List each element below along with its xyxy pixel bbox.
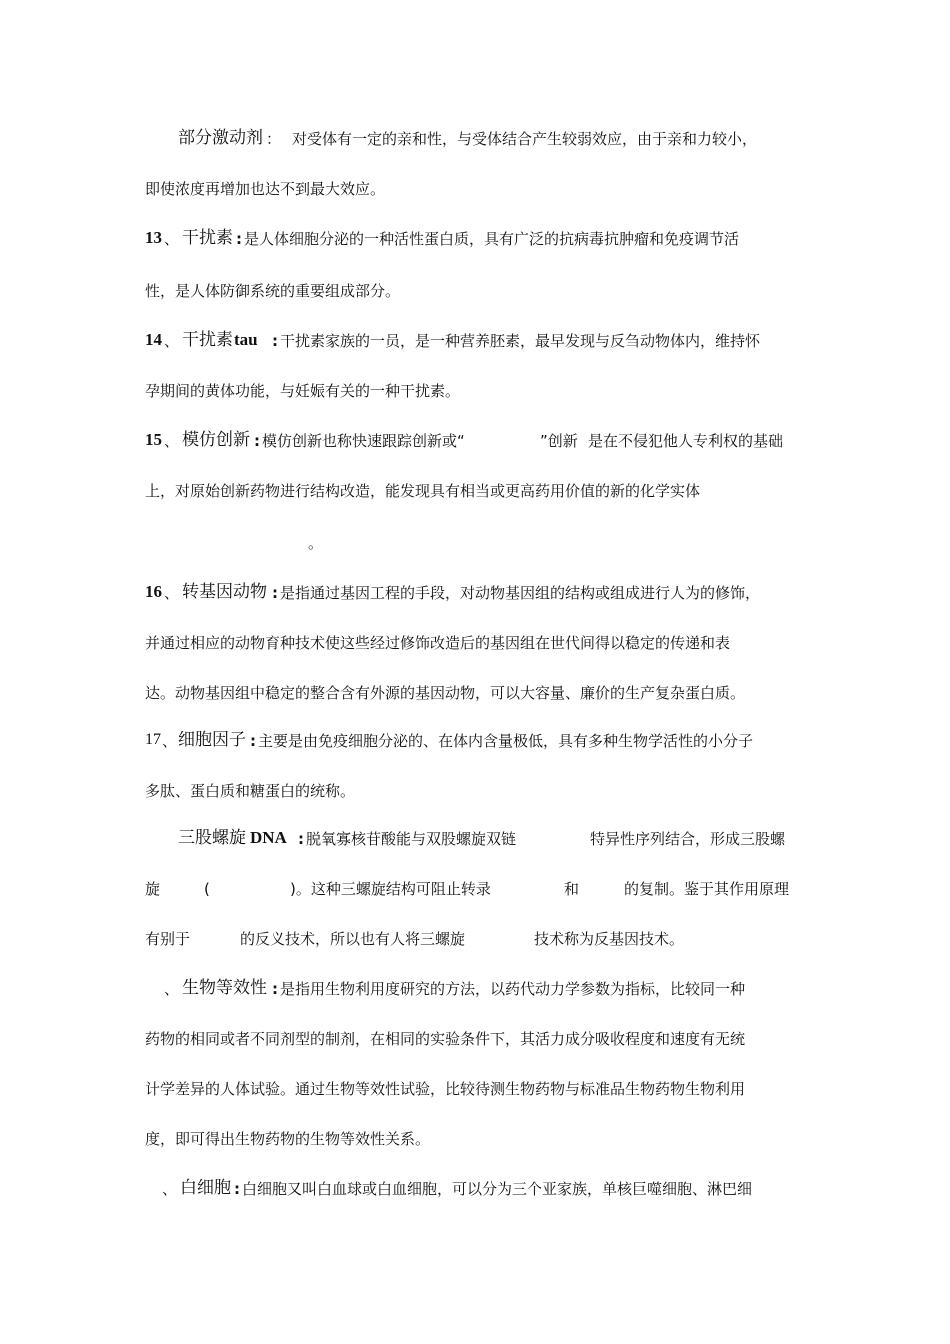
definition-text: 的反义技术，所以也有人将三螺旋 [240, 930, 466, 948]
term-latin: tau [234, 330, 258, 349]
definition-text: 是指通过基因工程的手段，对动物基因组的结构或组成进行人为的修饰， [280, 584, 761, 602]
definition-text: ”创新 [540, 432, 578, 450]
entry-separator: 、 [164, 332, 180, 350]
definition-text: 特异性序列结合，形成三股螺 [590, 830, 786, 848]
definition-text: 计学差异的人体试验。通过生物等效性试验，比较待测生物药物与标准品生物药物生物利用 [145, 1080, 746, 1098]
term-bioequivalence: 生物等效性 [182, 978, 267, 998]
entry-separator: 、 [162, 732, 178, 750]
term-interferon: 干扰素 [182, 228, 233, 248]
definition-text: 旋 [145, 880, 161, 898]
definition-text: ( [204, 880, 210, 898]
entry-separator: 、 [162, 1180, 178, 1198]
definition-text: 孕期间的黄体功能，与妊娠有关的一种干扰素。 [145, 382, 461, 400]
term-interferon-tau: 干扰素 [182, 330, 233, 350]
definition-text: 和 [564, 880, 580, 898]
definition-text: 。 [308, 534, 324, 552]
term-colon: : [234, 1180, 240, 1198]
term-colon: ： [266, 130, 282, 148]
term-triplex-dna: 三股螺旋 [178, 828, 246, 848]
definition-text: 有别于 [145, 930, 191, 948]
entry-number: 14 [145, 330, 162, 349]
term-cytokine: 细胞因子 [178, 730, 246, 750]
definition-text: 白细胞又叫白血球或白血细胞，可以分为三个亚家族，单核巨噬细胞、淋巴细 [242, 1180, 753, 1198]
entry-separator: 、 [164, 584, 180, 602]
definition-text: 是在不侵犯他人专利权的基础 [588, 432, 784, 450]
term-colon: : [254, 432, 260, 450]
definition-text: 达。动物基因组中稳定的整合含有外源的基因动物，可以大容量、廉价的生产复杂蛋白质。 [145, 684, 746, 702]
definition-text: 药物的相同或者不同剂型的制剂，在相同的实验条件下，其活力成分吸收程度和速度有无统 [145, 1030, 746, 1048]
term-white-blood-cell: 白细胞 [180, 1178, 231, 1198]
definition-text: 对受体有一定的亲和性，与受体结合产生较弱效应，由于亲和力较小， [292, 130, 758, 148]
entry-separator: 、 [164, 230, 180, 248]
definition-text: 模仿创新也称快速跟踪创新或“ [262, 432, 465, 450]
definition-text: 脱氧寡核苷酸能与双股螺旋双链 [306, 830, 517, 848]
definition-text: 性，是人体防御系统的重要组成部分。 [145, 282, 401, 300]
definition-text: 主要是由免疫细胞分泌的、在体内含量极低，具有多种生物学活性的小分子 [258, 732, 754, 750]
term-latin: DNA [250, 828, 287, 847]
term-colon: : [272, 584, 278, 602]
term-colon: : [250, 732, 256, 750]
definition-text: 技术称为反基因技术。 [534, 930, 685, 948]
definition-text: 即使浓度再增加也达不到最大效应。 [145, 180, 386, 198]
definition-text: 是指用生物利用度研究的方法，以药代动力学参数为指标，比较同一种 [280, 980, 746, 998]
definition-text: 干扰素家族的一员，是一种营养胚素，最早发现与反刍动物体内，维持怀 [280, 332, 761, 350]
definition-text: 是人体细胞分泌的一种活性蛋白质，具有广泛的抗病毒抗肿瘤和免疫调节活 [244, 230, 740, 248]
entry-number: 17 [145, 731, 161, 748]
definition-text: 上，对原始创新药物进行结构改造，能发现具有相当或更高药用价值的新的化学实体 [145, 482, 701, 500]
entry-number: 16 [145, 582, 162, 601]
term-partial-agonist: 部分激动剂 [178, 128, 263, 148]
term-colon: : [298, 830, 304, 848]
term-colon: : [272, 332, 278, 350]
term-transgenic-animal: 转基因动物 [182, 582, 267, 602]
term-colon: : [272, 980, 278, 998]
term-colon: : [236, 230, 242, 248]
definition-text: 多肽、蛋白质和糖蛋白的统称。 [145, 782, 356, 800]
definition-text: )。这种三螺旋结构可阻止转录 [290, 880, 491, 898]
definition-text: 度，即可得出生物药物的生物等效性关系。 [145, 1130, 431, 1148]
definition-text: 的复制。鉴于其作用原理 [624, 880, 790, 898]
entry-separator: 、 [164, 980, 180, 998]
entry-separator: 、 [164, 432, 180, 450]
entry-number: 15 [145, 430, 162, 449]
entry-number: 13 [145, 228, 162, 247]
definition-text: 并通过相应的动物育种技术使这些经过修饰改造后的基因组在世代间得以稳定的传递和表 [145, 634, 731, 652]
term-imitation-innovation: 模仿创新 [182, 430, 250, 450]
